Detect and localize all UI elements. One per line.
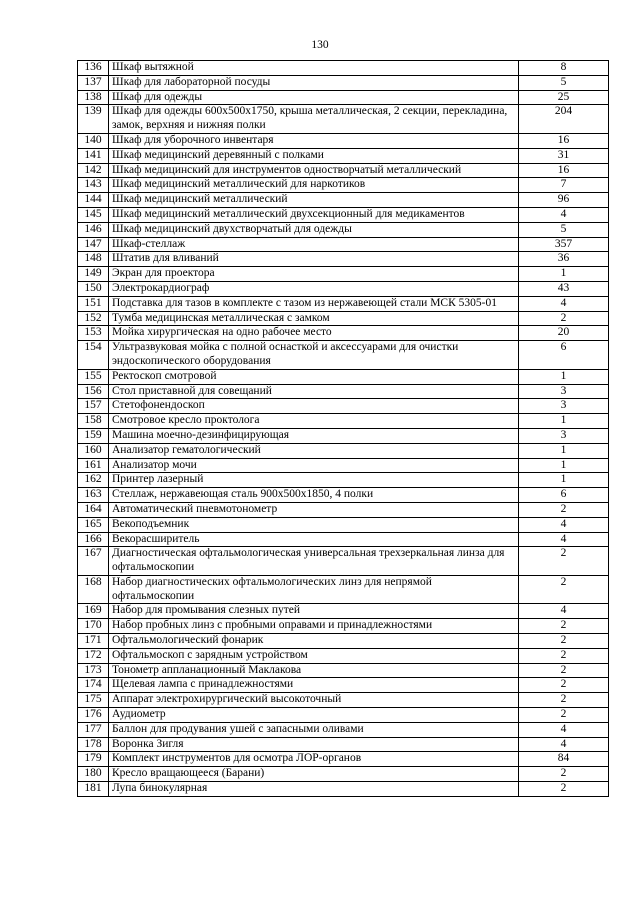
item-quantity-cell: 2	[519, 634, 609, 649]
item-number-cell: 151	[78, 296, 109, 311]
table-row	[78, 782, 609, 797]
equipment-table	[77, 60, 609, 797]
item-name-cell: Щелевая лампа с принадлежностями	[109, 678, 519, 693]
item-quantity-cell: 3	[519, 428, 609, 443]
item-number-cell: 160	[78, 443, 109, 458]
item-quantity-cell: 36	[519, 252, 609, 267]
item-quantity-cell: 1	[519, 267, 609, 282]
item-quantity-cell: 4	[519, 604, 609, 619]
table-row	[78, 148, 609, 163]
item-quantity-cell: 2	[519, 782, 609, 797]
item-quantity-cell: 5	[519, 222, 609, 237]
item-number-cell: 174	[78, 678, 109, 693]
item-name-cell: Подставка для тазов в комплекте с тазом из нержавеющей стали МСК 5305-01	[109, 296, 519, 311]
item-quantity-cell: 2	[519, 767, 609, 782]
item-name-cell: Шкаф для одежды 600х500х1750, крыша металлическая, 2 секции, перекладина, замок, верхняя и нижняя полки	[109, 105, 519, 134]
item-name-cell: Анализатор гематологический	[109, 443, 519, 458]
item-number-cell: 164	[78, 502, 109, 517]
item-name-cell: Баллон для продувания ушей с запасными оливами	[109, 722, 519, 737]
item-number-cell: 147	[78, 237, 109, 252]
item-number-cell: 172	[78, 648, 109, 663]
item-name-cell: Машина моечно-дезинфицирующая	[109, 428, 519, 443]
table-row	[78, 648, 609, 663]
item-number-cell: 175	[78, 693, 109, 708]
item-quantity-cell: 3	[519, 384, 609, 399]
item-name-cell: Принтер лазерный	[109, 473, 519, 488]
item-quantity-cell: 8	[519, 61, 609, 76]
item-quantity-cell: 204	[519, 105, 609, 134]
item-number-cell: 169	[78, 604, 109, 619]
item-quantity-cell: 1	[519, 473, 609, 488]
item-name-cell: Шкаф медицинский металлический для наркотиков	[109, 178, 519, 193]
item-quantity-cell: 2	[519, 311, 609, 326]
item-quantity-cell: 357	[519, 237, 609, 252]
item-name-cell: Мойка хирургическая на одно рабочее место	[109, 326, 519, 341]
item-name-cell: Шкаф медицинский металлический двухсекционный для медикаментов	[109, 207, 519, 222]
item-quantity-cell: 1	[519, 369, 609, 384]
table-row	[78, 547, 609, 576]
item-name-cell: Диагностическая офтальмологическая универсальная трехзеркальная линза для офтальмоскопии	[109, 547, 519, 576]
table-row	[78, 399, 609, 414]
item-name-cell: Автоматический пневмотонометр	[109, 502, 519, 517]
item-name-cell: Тумба медицинская металлическая с замком	[109, 311, 519, 326]
item-name-cell: Шкаф для уборочного инвентаря	[109, 133, 519, 148]
item-number-cell: 139	[78, 105, 109, 134]
item-name-cell: Воронка Зигля	[109, 737, 519, 752]
item-name-cell: Стол приставной для совещаний	[109, 384, 519, 399]
table-row	[78, 296, 609, 311]
page-number: 130	[311, 39, 329, 51]
item-quantity-cell: 4	[519, 207, 609, 222]
table-row	[78, 61, 609, 76]
table-row	[78, 133, 609, 148]
item-number-cell: 141	[78, 148, 109, 163]
table-row	[78, 458, 609, 473]
item-quantity-cell: 31	[519, 148, 609, 163]
item-name-cell: Электрокардиограф	[109, 281, 519, 296]
item-quantity-cell: 43	[519, 281, 609, 296]
table-row	[78, 634, 609, 649]
item-quantity-cell: 4	[519, 722, 609, 737]
item-name-cell: Шкаф медицинский двухстворчатый для одежды	[109, 222, 519, 237]
item-number-cell: 155	[78, 369, 109, 384]
item-number-cell: 146	[78, 222, 109, 237]
item-number-cell: 176	[78, 708, 109, 723]
item-number-cell: 144	[78, 193, 109, 208]
item-number-cell: 150	[78, 281, 109, 296]
table-row	[78, 473, 609, 488]
item-quantity-cell: 20	[519, 326, 609, 341]
table-row	[78, 488, 609, 503]
item-name-cell: Стеллаж, нержавеющая сталь 900х500х1850, 4 полки	[109, 488, 519, 503]
item-name-cell: Штатив для вливаний	[109, 252, 519, 267]
table-row	[78, 252, 609, 267]
table-row	[78, 575, 609, 604]
item-name-cell: Векоподъемник	[109, 517, 519, 532]
item-quantity-cell: 2	[519, 663, 609, 678]
item-quantity-cell: 6	[519, 341, 609, 370]
item-number-cell: 152	[78, 311, 109, 326]
item-number-cell: 177	[78, 722, 109, 737]
table-row	[78, 428, 609, 443]
item-number-cell: 166	[78, 532, 109, 547]
item-number-cell: 165	[78, 517, 109, 532]
item-name-cell: Аппарат электрохирургический высокоточный	[109, 693, 519, 708]
item-quantity-cell: 25	[519, 90, 609, 105]
item-name-cell: Аудиометр	[109, 708, 519, 723]
table-row	[78, 517, 609, 532]
table-row	[78, 678, 609, 693]
table-row	[78, 207, 609, 222]
item-quantity-cell: 96	[519, 193, 609, 208]
item-number-cell: 171	[78, 634, 109, 649]
item-number-cell: 173	[78, 663, 109, 678]
item-quantity-cell: 2	[519, 502, 609, 517]
item-number-cell: 145	[78, 207, 109, 222]
item-quantity-cell: 2	[519, 619, 609, 634]
item-quantity-cell: 16	[519, 133, 609, 148]
item-number-cell: 157	[78, 399, 109, 414]
table-row	[78, 443, 609, 458]
table-row	[78, 222, 609, 237]
item-name-cell: Шкаф для лабораторной посуды	[109, 75, 519, 90]
table-row	[78, 90, 609, 105]
item-quantity-cell: 2	[519, 708, 609, 723]
table-row	[78, 663, 609, 678]
item-name-cell: Шкаф-стеллаж	[109, 237, 519, 252]
item-number-cell: 137	[78, 75, 109, 90]
table-row	[78, 193, 609, 208]
item-number-cell: 168	[78, 575, 109, 604]
item-name-cell: Набор пробных линз с пробными оправами и принадлежностями	[109, 619, 519, 634]
item-quantity-cell: 2	[519, 678, 609, 693]
table-row	[78, 752, 609, 767]
item-name-cell: Стетофонендоскоп	[109, 399, 519, 414]
item-number-cell: 136	[78, 61, 109, 76]
item-number-cell: 143	[78, 178, 109, 193]
item-number-cell: 161	[78, 458, 109, 473]
item-name-cell: Тонометр аппланационный Маклакова	[109, 663, 519, 678]
item-name-cell: Шкаф медицинский для инструментов одностворчатый металлический	[109, 163, 519, 178]
table-row	[78, 532, 609, 547]
table-row	[78, 163, 609, 178]
item-number-cell: 153	[78, 326, 109, 341]
item-number-cell: 156	[78, 384, 109, 399]
item-name-cell: Шкаф для одежды	[109, 90, 519, 105]
table-row	[78, 369, 609, 384]
item-name-cell: Набор диагностических офтальмологических линз для непрямой офтальмоскопии	[109, 575, 519, 604]
item-name-cell: Офтальмоскоп с зарядным устройством	[109, 648, 519, 663]
item-number-cell: 158	[78, 414, 109, 429]
item-name-cell: Набор для промывания слезных путей	[109, 604, 519, 619]
table-row	[78, 502, 609, 517]
table-row	[78, 178, 609, 193]
item-name-cell: Шкаф медицинский металлический	[109, 193, 519, 208]
item-quantity-cell: 4	[519, 532, 609, 547]
item-quantity-cell: 16	[519, 163, 609, 178]
table-row	[78, 722, 609, 737]
item-name-cell: Кресло вращающееся (Барани)	[109, 767, 519, 782]
item-number-cell: 162	[78, 473, 109, 488]
item-quantity-cell: 84	[519, 752, 609, 767]
item-quantity-cell: 4	[519, 296, 609, 311]
item-quantity-cell: 2	[519, 648, 609, 663]
item-number-cell: 142	[78, 163, 109, 178]
item-name-cell: Шкаф медицинский деревянный с полками	[109, 148, 519, 163]
table-row	[78, 75, 609, 90]
table-row	[78, 281, 609, 296]
item-quantity-cell: 5	[519, 75, 609, 90]
item-number-cell: 167	[78, 547, 109, 576]
table-row	[78, 237, 609, 252]
table-row	[78, 767, 609, 782]
table-row	[78, 604, 609, 619]
item-number-cell: 178	[78, 737, 109, 752]
item-quantity-cell: 2	[519, 547, 609, 576]
item-name-cell: Анализатор мочи	[109, 458, 519, 473]
table-row	[78, 105, 609, 134]
item-name-cell: Векорасширитель	[109, 532, 519, 547]
item-number-cell: 163	[78, 488, 109, 503]
item-quantity-cell: 2	[519, 693, 609, 708]
table-row	[78, 414, 609, 429]
item-quantity-cell: 2	[519, 575, 609, 604]
table-row	[78, 693, 609, 708]
table-row	[78, 311, 609, 326]
item-name-cell: Ультразвуковая мойка с полной оснасткой и аксессуарами для очистки эндоскопического оборудования	[109, 341, 519, 370]
item-quantity-cell: 1	[519, 414, 609, 429]
item-quantity-cell: 4	[519, 737, 609, 752]
item-number-cell: 159	[78, 428, 109, 443]
table-row	[78, 737, 609, 752]
item-name-cell: Лупа бинокулярная	[109, 782, 519, 797]
item-number-cell: 154	[78, 341, 109, 370]
item-number-cell: 181	[78, 782, 109, 797]
item-name-cell: Ректоскоп смотровой	[109, 369, 519, 384]
table-row	[78, 708, 609, 723]
item-number-cell: 179	[78, 752, 109, 767]
table-row	[78, 267, 609, 282]
item-quantity-cell: 6	[519, 488, 609, 503]
table-row	[78, 384, 609, 399]
table-row	[78, 326, 609, 341]
item-number-cell: 140	[78, 133, 109, 148]
item-number-cell: 170	[78, 619, 109, 634]
item-quantity-cell: 7	[519, 178, 609, 193]
item-number-cell: 148	[78, 252, 109, 267]
item-name-cell: Офтальмологический фонарик	[109, 634, 519, 649]
item-quantity-cell: 1	[519, 443, 609, 458]
table-row	[78, 619, 609, 634]
item-quantity-cell: 1	[519, 458, 609, 473]
item-quantity-cell: 3	[519, 399, 609, 414]
equipment-table-body	[78, 61, 609, 797]
item-number-cell: 138	[78, 90, 109, 105]
table-row	[78, 341, 609, 370]
item-name-cell: Экран для проектора	[109, 267, 519, 282]
item-name-cell: Комплект инструментов для осмотра ЛОР-органов	[109, 752, 519, 767]
item-quantity-cell: 4	[519, 517, 609, 532]
item-number-cell: 180	[78, 767, 109, 782]
item-name-cell: Шкаф вытяжной	[109, 61, 519, 76]
item-name-cell: Смотровое кресло проктолога	[109, 414, 519, 429]
item-number-cell: 149	[78, 267, 109, 282]
